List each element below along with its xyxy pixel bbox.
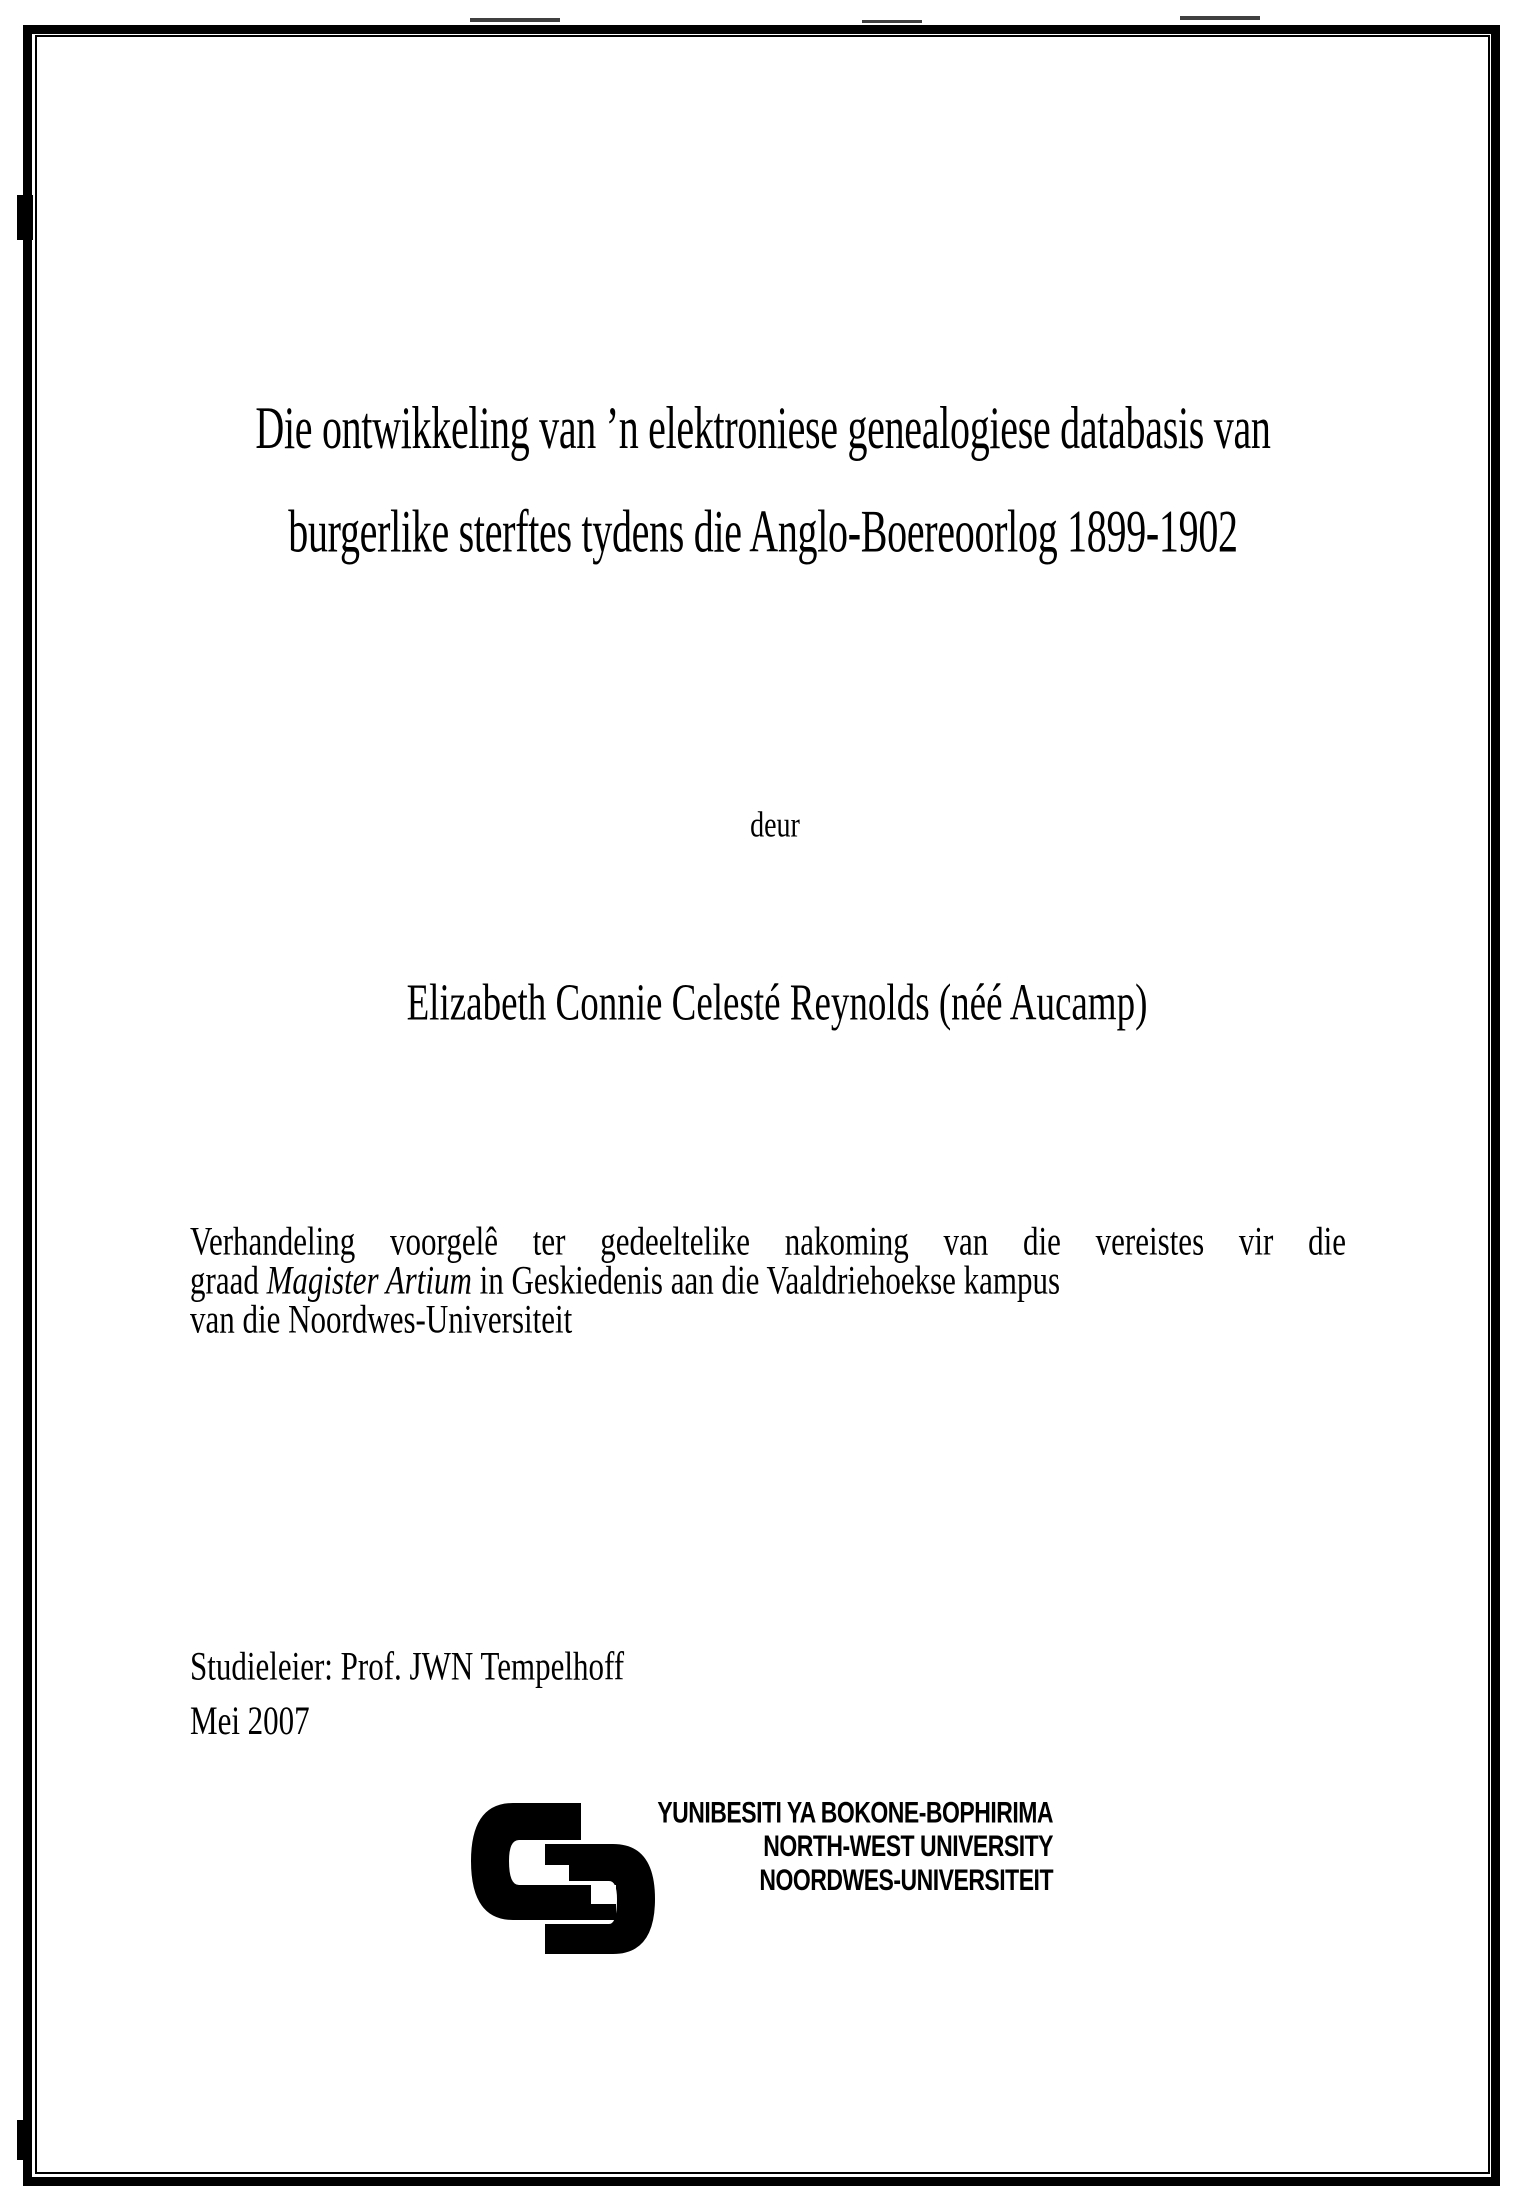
scan-artifact: [17, 195, 33, 240]
author-name: Elizabeth Connie Celesté Reynolds (néé Aucamp): [406, 974, 1148, 1033]
university-name-english: NORTH-WEST UNIVERSITY: [763, 1828, 1053, 1863]
byline-label: deur: [750, 805, 800, 846]
statement-line2: [190, 1257, 1346, 1303]
university-name-afrikaans: NOORDWES-UNIVERSITEIT: [759, 1862, 1053, 1897]
statement-line3: van die Noordwes-Universiteit: [190, 1296, 573, 1342]
scan-artifact: [17, 2120, 31, 2160]
scan-artifact: [862, 20, 922, 23]
statement-line1: Verhandeling voorgelê ter gedeeltelike nakoming van die vereistes vir die: [190, 1218, 1346, 1264]
university-wordmark: [558, 1795, 1053, 1896]
degree-name-italic: Magister Artium: [266, 1257, 472, 1303]
supervisor-block: [190, 1639, 1090, 1748]
submission-statement: [190, 1218, 1346, 1342]
thesis-title: [36, 376, 1490, 583]
supervisor-line: Studieleier: Prof. JWN Tempelhoff: [190, 1642, 625, 1689]
statement-line2-suffix: in Geskiedenis aan die Vaaldriehoekse kampus: [471, 1257, 1061, 1303]
university-name-setswana: YUNIBESITI YA BOKONE-BOPHIRIMA: [657, 1795, 1053, 1829]
statement-line2-prefix: graad: [190, 1257, 267, 1303]
scan-artifact: [470, 18, 560, 22]
thesis-title-line2: burgerlike sterftes tydens die Anglo-Boereoorlog 1899-1902: [288, 497, 1238, 565]
scan-artifact: [1180, 16, 1260, 20]
thesis-title-line1: Die ontwikkeling van ’n elektroniese genealogiese databasis van: [255, 394, 1271, 462]
date-line: Mei 2007: [190, 1697, 310, 1743]
